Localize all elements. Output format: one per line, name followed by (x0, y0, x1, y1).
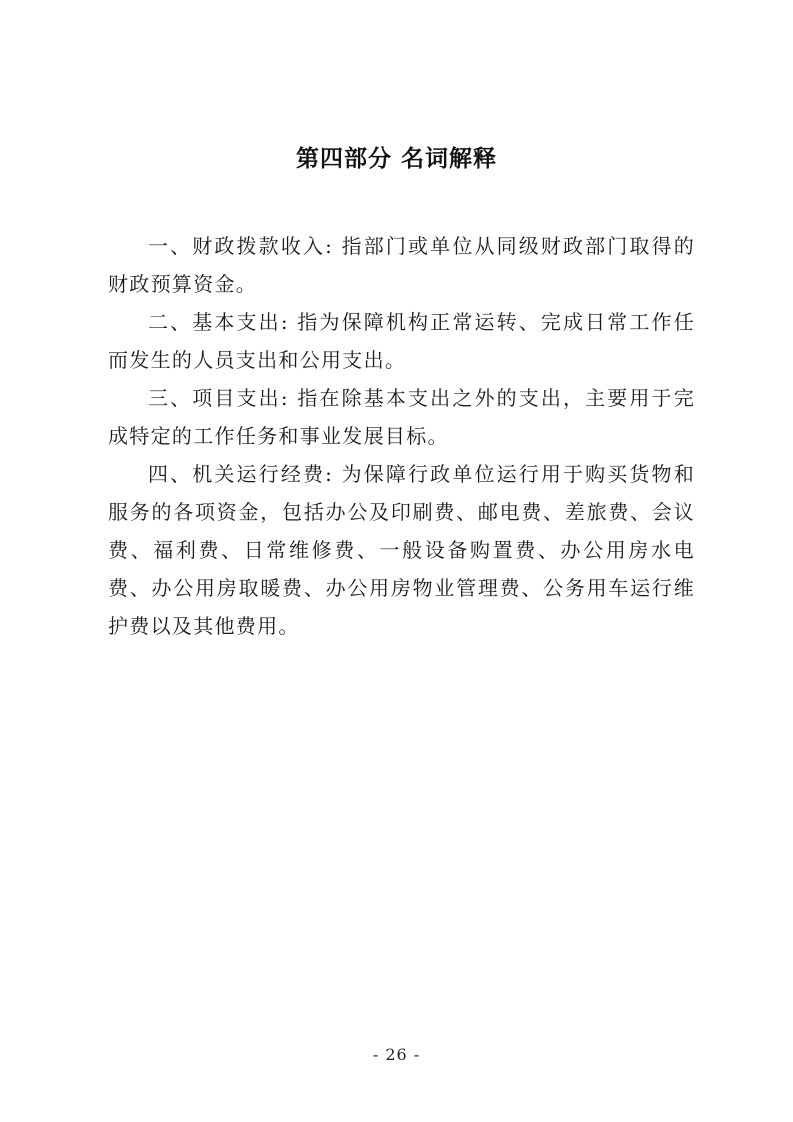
page-title: 第四部分 名词解释 (295, 146, 497, 172)
paragraph-project-expenditure: 三、项目支出: 指在除基本支出之外的支出，主要用于完成特定的工作任务和事业发展目标。 (108, 386, 695, 448)
paragraph-fiscal-appropriation-income: 一、财政拨款收入: 指部门或单位从同级财政部门取得的财政预算资金。 (108, 234, 695, 296)
page-number: - 26 - (372, 1045, 421, 1064)
paragraph-basic-expenditure: 二、基本支出: 指为保障机构正常运转、完成日常工作任而发生的人员支出和公用支出。 (108, 310, 695, 372)
document-body (108, 227, 695, 645)
paragraph-operating-expenses: 四、机关运行经费: 为保障行政单位运行用于购买货物和服务的各项资金，包括办公及印刷费、邮电费、差旅费、会议费、福利费、日常维修费、一般设备购置费、办公用房水电费、办公用房取暖费、办公用房物业管理费、公务用车运行维护费以及其他费用。 (108, 462, 695, 638)
